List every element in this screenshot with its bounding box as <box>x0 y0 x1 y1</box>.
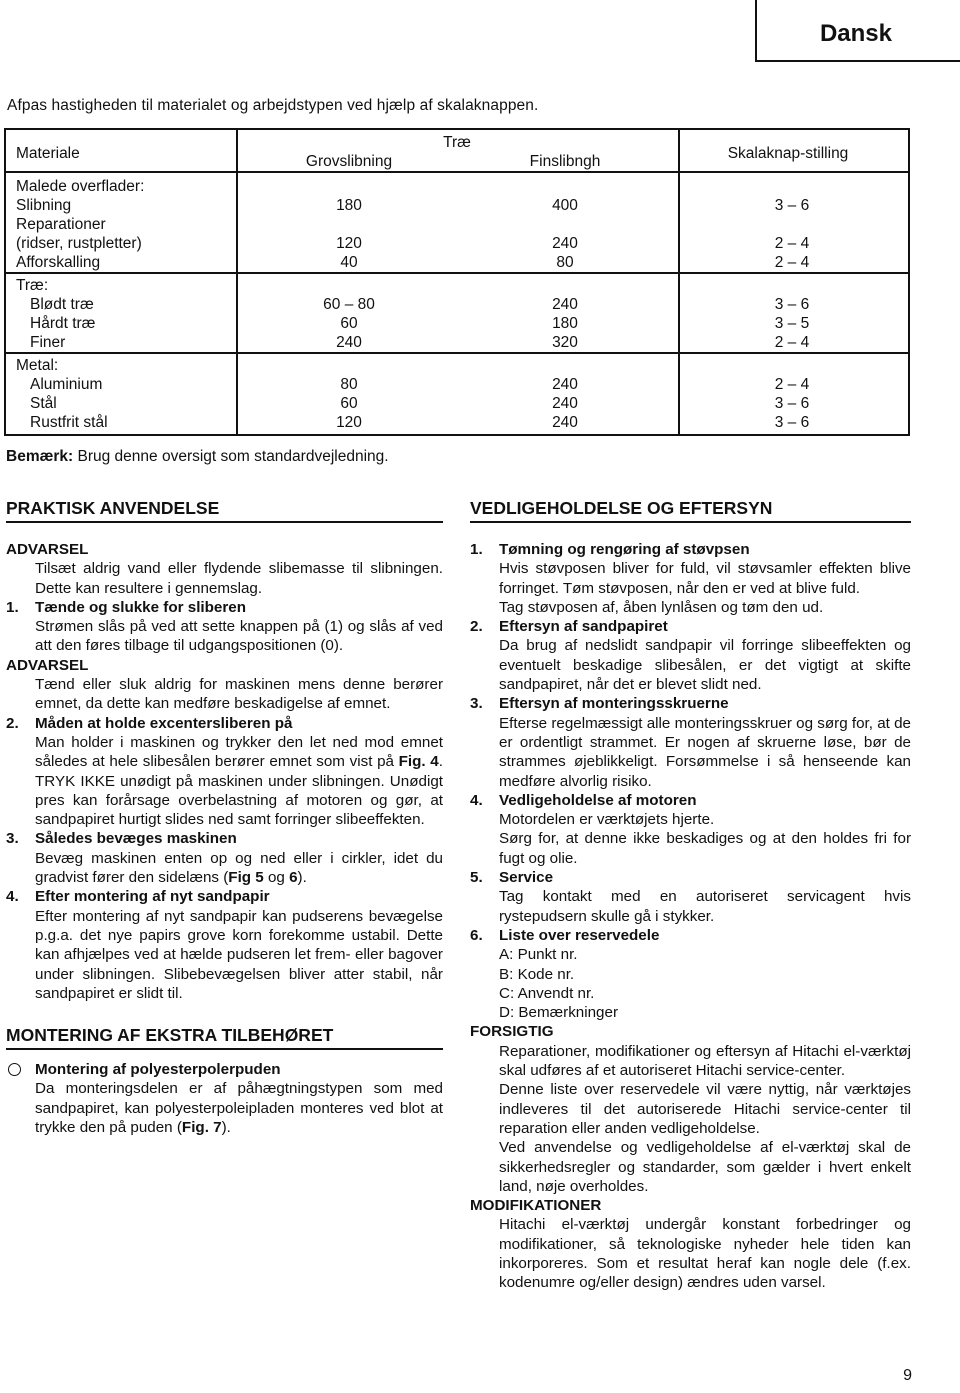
cell-coarse: 60 <box>340 395 358 412</box>
item-text: Tag kontakt med en autoriseret servicagent hvis rystepudsern skulle gå i stykker. <box>499 888 911 925</box>
cell-dial: 2 – 4 <box>774 254 810 271</box>
item-number: 2. <box>6 714 19 732</box>
item-number: 3. <box>470 695 483 713</box>
row-label: Aluminium <box>30 376 103 393</box>
item-text: Efterse regelmæssigt alle monteringsskruer og sørg for, at de er ordentligt strammet. Er nogen af skruerne løse, bør de strammes øjeblikkeligt. Forsømmelse i så henseende kan medføre alvorlig risiko. <box>499 714 911 790</box>
item-heading: Således bevæges maskinen <box>35 830 237 848</box>
col-header-wood: Træ <box>443 134 471 151</box>
maint-item-5 <box>470 868 911 926</box>
language-tab <box>755 0 960 62</box>
caution-text: Denne liste over reservedele vil være nyttig, når værktøjes indleveres til det autoriserede Hitachi service-center til reparation eller anden vedligeholdelse. <box>499 1081 911 1137</box>
usage-item-1 <box>6 598 443 656</box>
item-number: 4. <box>6 888 19 906</box>
caution-text: Reparationer, modifikationer og eftersyn af Hitachi el-værktøj skal udføres af et autoriseret Hitachi service-center. <box>499 1042 911 1080</box>
item-number: 5. <box>470 869 483 887</box>
cell-fine: 400 <box>552 197 578 214</box>
modifications-text: Hitachi el-værktøj undergår konstant forbedringer og modifikationer, så teknologiske nyheder hele tiden kan inkorporeres. Som et resultat heraf kan nogle dele (f.ex. kodenumre og/eller design) ændres uden varsel. <box>499 1216 911 1292</box>
item-heading: Montering af polyesterpolerpuden <box>35 1061 281 1079</box>
row-label: (ridser, rustpletter) <box>16 235 142 252</box>
row-label: Hårdt træ <box>30 315 96 332</box>
cell-dial: 3 – 5 <box>774 315 810 332</box>
maint-item-1 <box>470 540 911 617</box>
figure-ref: Fig. 4 <box>398 753 439 771</box>
cell-fine: 80 <box>556 254 574 271</box>
row-label: Reparationer <box>16 216 106 233</box>
maint-item-2 <box>470 617 911 694</box>
cell-coarse: 240 <box>336 334 362 351</box>
cell-coarse: 120 <box>336 414 362 431</box>
cell-coarse: 40 <box>340 254 358 271</box>
item-text-part: Da monteringsdelen er af påhægtningstypen som med sandpapiret, kan polyesterpoleipladen monteres ved blot at trykke den på puden ( <box>35 1080 443 1137</box>
cell-coarse: 120 <box>336 235 362 252</box>
table-divider <box>678 130 680 434</box>
item-number: 3. <box>6 830 19 848</box>
cell-fine: 180 <box>552 315 578 332</box>
group-title: Træ: <box>16 277 49 294</box>
item-text-part: . TRYK IKKE unødigt på maskinen under slibningen. Unødigt pres kan forårsage overbelastning af motoren og gør, at sandpapiret hurtigt slides ned samt forringer slibeeffekten. <box>35 753 443 829</box>
table-divider <box>236 130 238 434</box>
maint-item-4 <box>470 791 911 868</box>
caution-text: Ved anvendelse og vedligeholdelse af el-værktøj skal de sikkerhedsregler og standarder, som gælder i hvert enkelt land, nøje overholdes. <box>499 1139 911 1195</box>
col-header-material: Materiale <box>16 145 80 162</box>
item-text: Efter montering af nyt sandpapir kan pudserens bevægelse p.g.a. det nye papirs grove korn forekomme ustabil. Dette kan afhjælpes ved at hælde pudseren let frem- eller bagover under slibningen. Slibebevægelsen bliver atter stabil, når sandpapiret er slidt til. <box>35 907 443 1002</box>
item-text: Hvis støvposen bliver for fuld, vil støvsamler effekten blive forringet. Tøm støvposen, når den er ved at blive fuld. <box>499 560 911 597</box>
accessory-item <box>6 1060 443 1137</box>
cell-dial: 2 – 4 <box>774 235 810 252</box>
item-text-part: og <box>263 869 290 887</box>
table-divider <box>6 171 908 173</box>
item-heading: Tømning og rengøring af støvpsen <box>499 541 750 558</box>
item-heading: Efter montering af nyt sandpapir <box>35 888 270 906</box>
item-text <box>35 1079 443 1137</box>
item-text-part: Bevæg maskinen enten op og ned eller i cirkler, idet du gradvist fører den sidelæns ( <box>35 849 443 887</box>
figure-ref: Fig 5 <box>228 869 264 887</box>
item-text <box>35 849 443 888</box>
item-heading: Liste over reservedele <box>499 926 660 944</box>
item-text <box>35 733 443 829</box>
maint-item-3 <box>470 694 911 790</box>
parts-list-entry: A: Punkt nr. <box>499 946 578 964</box>
item-text: Strømen slås på ved att sette knappen på (1) og slås af ved att den føres tilbage til udgangspositionen (0). <box>35 618 443 655</box>
page-number: 9 <box>903 1367 912 1384</box>
item-heading: Eftersyn af monteringsskruerne <box>499 695 729 713</box>
cell-dial: 3 – 6 <box>774 197 810 214</box>
cell-coarse: 60 – 80 <box>323 296 375 313</box>
cell-coarse: 60 <box>340 315 358 332</box>
table-divider <box>6 352 908 354</box>
warning-label: ADVARSEL <box>6 541 89 558</box>
row-label: Stål <box>30 395 57 412</box>
warning-text: Tænd eller sluk aldrig for maskinen mens denne berører emnet, da dette kan medføre beskadigelse af emnet. <box>35 676 443 713</box>
modifications-label: MODIFIKATIONER <box>470 1197 602 1215</box>
usage-item-2 <box>6 714 443 830</box>
note-text: Brug denne oversigt som standardvejledning. <box>73 448 389 465</box>
cell-dial: 3 – 6 <box>774 414 810 431</box>
cell-dial: 2 – 4 <box>774 376 810 393</box>
cell-dial: 3 – 6 <box>774 395 810 412</box>
note-label: Bemærk: <box>6 448 74 465</box>
item-heading: Service <box>499 869 554 887</box>
intro-text: Afpas hastigheden til materialet og arbejdstypen ved hjælp af skalaknappen. <box>7 97 539 114</box>
caution-label: FORSIGTIG <box>470 1023 554 1041</box>
item-number: 1. <box>6 598 19 616</box>
cell-fine: 240 <box>552 414 578 431</box>
cell-dial: 2 – 4 <box>774 334 810 351</box>
item-heading: Måden at holde excentersliberen på <box>35 714 293 732</box>
row-label: Afforskalling <box>16 254 101 271</box>
parts-list-entry: B: Kode nr. <box>499 965 575 983</box>
warning-text: Tilsæt aldrig vand eller flydende slibemasse til slibningen. Dette kan resultere i gennemslag. <box>35 560 443 597</box>
cell-coarse: 80 <box>340 376 358 393</box>
figure-ref: Fig. 7 <box>181 1119 222 1137</box>
row-label: Rustfrit stål <box>30 414 108 431</box>
cell-fine: 240 <box>552 395 578 412</box>
group-title: Metal: <box>16 357 59 374</box>
figure-ref: 6 <box>289 869 298 887</box>
item-number: 2. <box>470 618 483 636</box>
item-text-part: ). <box>297 869 307 887</box>
item-text: Motordelen er værktøjets hjerte. <box>499 811 715 829</box>
item-text: Da brug af nedslidt sandpapir vil forringe slibeeffekten og eventuelt beskadige slibesålen, er det vigtigt at skifte sandpapiret, når det er blevet slidt ned. <box>499 637 911 694</box>
speed-table <box>4 128 910 436</box>
col-header-dial: Skalaknap-stilling <box>727 145 849 162</box>
row-label: Blødt træ <box>30 296 94 313</box>
row-label: Finer <box>30 334 66 351</box>
warning-label: ADVARSEL <box>6 656 89 674</box>
row-label: Slibning <box>16 197 72 214</box>
right-column <box>470 497 911 1293</box>
item-number: 4. <box>470 791 483 809</box>
left-column <box>6 497 443 1137</box>
circle-bullet-icon <box>8 1063 21 1076</box>
table-divider <box>6 272 908 274</box>
language-label: Dansk <box>819 20 892 47</box>
maint-item-6 <box>470 926 911 1022</box>
item-text-part: Man holder i maskinen og trykker den let ned mod emnet således at hele slibesålen berører emnet som vist på <box>35 733 443 771</box>
cell-fine: 240 <box>552 235 578 252</box>
item-heading: Vedligeholdelse af motoren <box>499 791 697 809</box>
parts-list-entry: D: Bemærkninger <box>499 1004 619 1022</box>
item-number: 6. <box>470 926 483 944</box>
section-title-accessories: MONTERING AF EKSTRA TILBEHØRET <box>6 1024 443 1050</box>
usage-item-3 <box>6 829 443 887</box>
section-title-usage: PRAKTISK ANVENDELSE <box>6 497 443 523</box>
col-header-coarse: Grovslibning <box>305 153 393 170</box>
item-heading: Tænde og slukke for sliberen <box>35 598 246 616</box>
group-title: Malede overflader: <box>16 178 145 195</box>
section-title-maintenance: VEDLIGEHOLDELSE OG EFTERSYN <box>470 497 911 523</box>
cell-fine: 320 <box>552 334 578 351</box>
parts-list-entry: C: Anvendt nr. <box>499 984 595 1002</box>
cell-fine: 240 <box>552 296 578 313</box>
item-text: Tag støvposen af, åben lynlåsen og tøm den ud. <box>499 598 824 616</box>
cell-coarse: 180 <box>336 197 362 214</box>
item-number: 1. <box>470 541 483 558</box>
table-note <box>6 448 389 466</box>
col-header-fine: Finslibngh <box>529 153 601 170</box>
cell-fine: 240 <box>552 376 578 393</box>
item-text-part: ). <box>221 1119 231 1137</box>
cell-dial: 3 – 6 <box>774 296 810 313</box>
usage-item-4 <box>6 887 443 1003</box>
item-heading: Eftersyn af sandpapiret <box>499 618 668 636</box>
item-text: Sørg for, at denne ikke beskadiges og at den holdes fri for fugt og olie. <box>499 830 911 867</box>
